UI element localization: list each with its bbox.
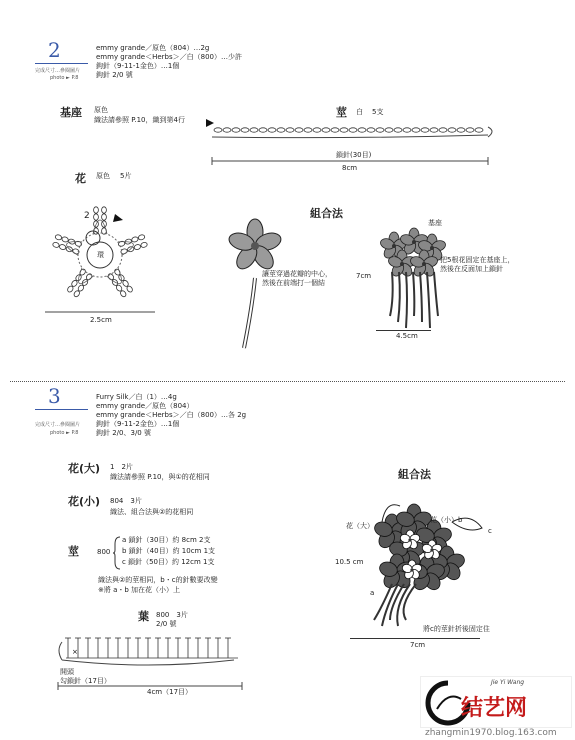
section-separator [10, 381, 565, 382]
stem-length: 8cm [342, 164, 358, 172]
photo-ref: photo ► P.8 [50, 75, 79, 81]
stem-color: 白 [356, 108, 363, 116]
big-flower-info: 1 2片 [110, 463, 133, 471]
leaf-hook: 2/0 號 [156, 620, 177, 628]
stem-note-2: ※將 a・b 加在花（小）上 [98, 586, 181, 594]
stem-title: 莖 [336, 106, 347, 119]
stem-note-1: 織法與②的莖相同，b・c的針數要改變 [98, 576, 218, 584]
height-label: 7cm [356, 272, 372, 280]
ring-label: 環 [97, 251, 104, 259]
watermark-logo [420, 676, 572, 728]
material-item: emmy grande＜Herbs＞／白（800）…少許 [96, 53, 243, 61]
width-line [350, 638, 480, 639]
material-item: 鉤針（9-11-2金色）…1個 [96, 420, 180, 428]
materials-list [96, 44, 242, 80]
label-c: c [488, 527, 492, 535]
material-item: 鉤針（9-11-1金色）…1個 [96, 62, 180, 70]
material-item: emmy grande／原色（804）…2g [96, 44, 210, 52]
small-flower-info: 804 3片 [110, 497, 142, 505]
single-flower-illustration [222, 218, 302, 358]
stem-item-c: c 鎖針（50目）約 12cm 1支 [122, 558, 215, 566]
note-fix-base: 把5根花固定在基座上， [440, 256, 515, 264]
brace [113, 536, 121, 570]
width-label: 7cm [410, 641, 426, 649]
watermark-text: 结艺网 [461, 696, 528, 721]
flower-qty: 5片 [120, 172, 132, 180]
stem-chain-label: 鎖針(30目) [336, 151, 372, 159]
base-title: 基座 [60, 106, 82, 119]
leaf-title: 葉 [138, 610, 149, 623]
leaf-start: 開頭 [60, 668, 74, 676]
material-item: emmy grande＜Herbs＞／白（800）…各 2g [96, 411, 247, 419]
material-item: 鉤針 2/0、3/0 號 [96, 429, 151, 437]
base-label: 基座 [428, 219, 442, 227]
size-note: 完成尺寸…參閱圖片 [35, 422, 81, 428]
note-knot: 然後在前端打一個結 [262, 279, 325, 287]
small-flower-title: 花(小) [68, 495, 101, 508]
stem-list [122, 536, 215, 567]
materials-list [96, 393, 246, 438]
big-flower-title: 花(大) [68, 462, 101, 475]
pattern-number-2: 2 [48, 38, 61, 62]
label-small-flower: 花（小）b [430, 516, 463, 524]
label-a: a [370, 589, 375, 597]
round-marker: 2 [84, 211, 90, 221]
leaf-length: 4cm（17目） [147, 688, 193, 696]
photo-ref: photo ► P.8 [50, 430, 79, 436]
stem-code: 800 [97, 548, 111, 556]
assembly-title: 組合法 [398, 468, 431, 481]
material-item: emmy grande／原色（804） [96, 402, 194, 410]
width-label: 4.5cm [396, 332, 418, 340]
big-flower-note: 織法請參照 P.10，與①的花相同 [110, 473, 210, 481]
material-item: Furry Silk／白（1）…4g [96, 393, 177, 401]
leaf-chain: 勾鎖針（17目） [60, 677, 111, 685]
size-note: 完成尺寸…參閱圖片 [35, 68, 81, 74]
height-label: 10.5 cm [335, 558, 364, 566]
stem-qty: 5支 [372, 108, 384, 116]
small-flower-note: 織法、組合法與②的花相同 [110, 508, 194, 516]
note-stem-through: 讓莖穿過花瓣的中心， [262, 270, 332, 278]
label-big-flower: 花（大） [346, 522, 374, 530]
note-back-chain: 然後在反面加上鎖針 [440, 265, 503, 273]
bouquet-illustration [374, 228, 454, 338]
divider [35, 409, 88, 410]
width-line [376, 330, 431, 331]
leaf-info: 800 3片 [156, 611, 188, 619]
pattern-number-3: 3 [48, 384, 61, 408]
base-color: 原色 [94, 106, 108, 114]
svg-text:×: × [72, 648, 78, 656]
assembly-title: 組合法 [310, 207, 343, 220]
footer-url: zhangmin1970.blog.163.com [425, 728, 557, 738]
flower-title: 花 [75, 172, 86, 185]
bottom-note: 將c的莖針折後固定住 [423, 625, 490, 633]
flower-color: 原色 [96, 172, 110, 180]
stem-title: 莖 [68, 545, 79, 558]
stem-item-b: b 鎖針（40目）約 10cm 1支 [122, 547, 216, 555]
stem-item-a: a 鎖針（30目）約 8cm 2支 [122, 536, 211, 544]
flower-size: 2.5cm [90, 316, 112, 324]
watermark-signature: Jie Yi Wang [491, 679, 525, 686]
material-item: 鉤針 2/0 號 [96, 71, 133, 79]
divider [35, 63, 88, 64]
base-note: 織法請參照 P.10，織到第4行 [94, 116, 185, 124]
